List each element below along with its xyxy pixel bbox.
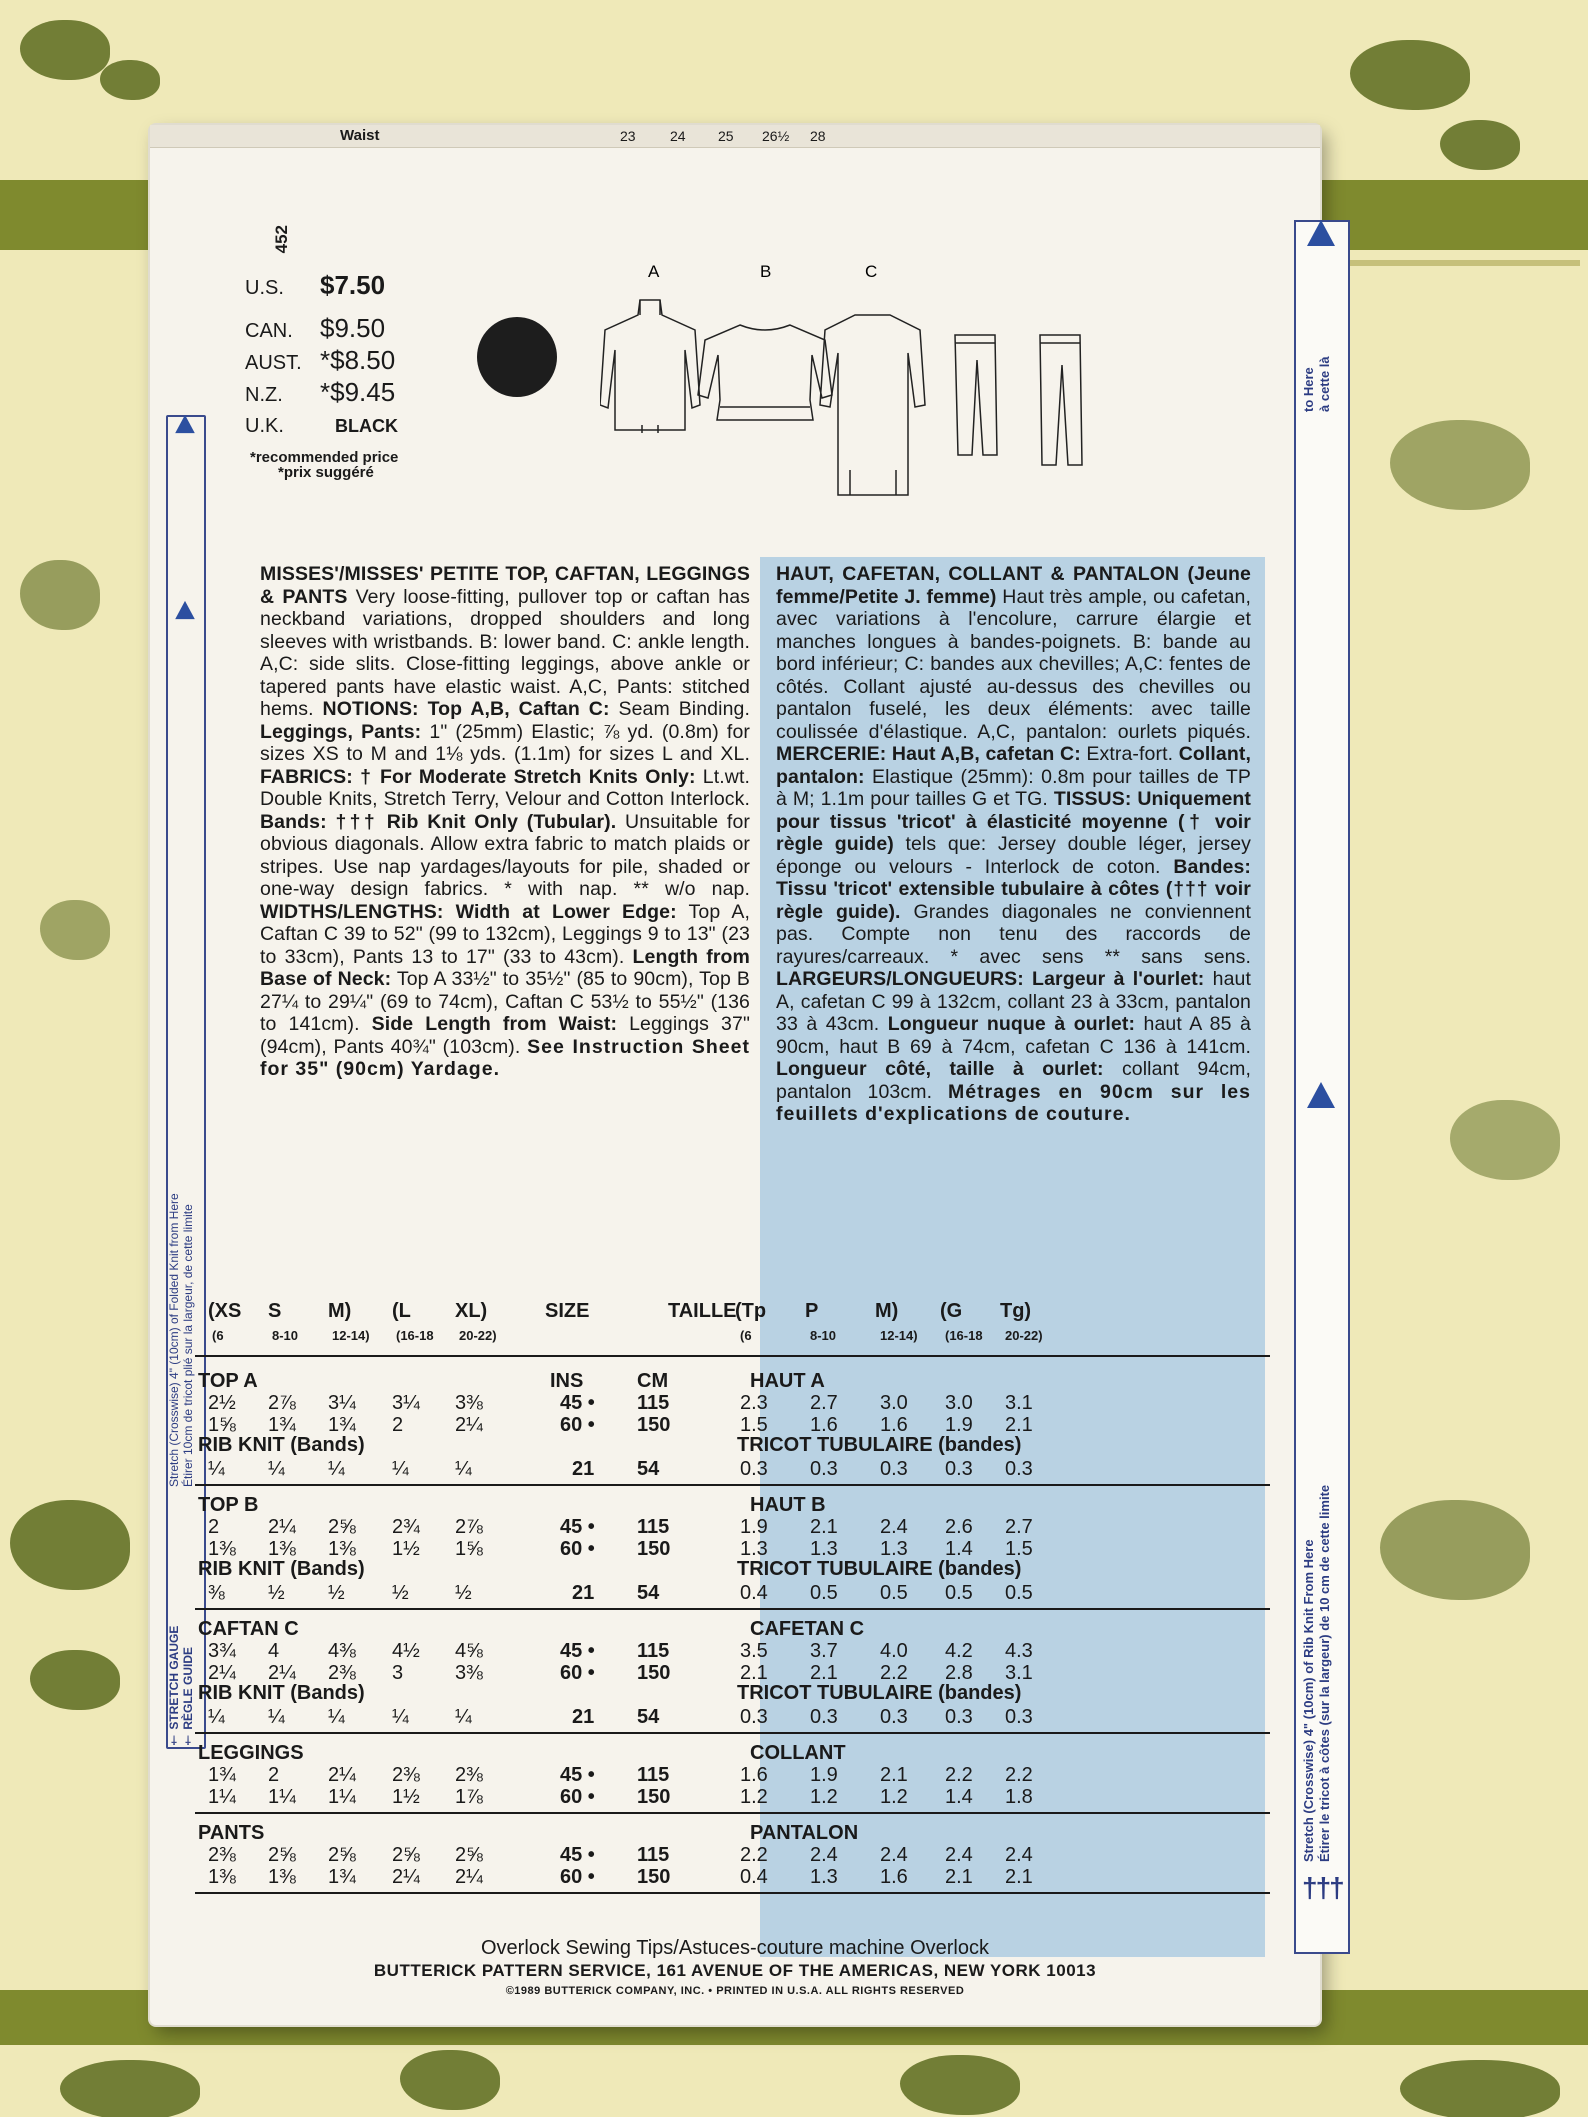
yardage-value-fr: 2.1	[945, 1866, 973, 1888]
fabric-width-ins: 60 •	[560, 1538, 595, 1560]
group-label-en: CAFTAN C	[198, 1618, 299, 1640]
yardage-value-en: 1¾	[328, 1414, 356, 1436]
yardage-value-fr: 1.6	[740, 1764, 768, 1786]
yardage-value-en: 1¼	[268, 1786, 296, 1808]
fabric-width-ins: 60 •	[560, 1414, 595, 1436]
yardage-value-fr: 2.1	[810, 1516, 838, 1538]
size-label: SIZE	[545, 1300, 590, 1322]
price-aust: AUST. *$8.50	[245, 345, 396, 375]
group-label-en: TOP B	[198, 1494, 259, 1516]
rib-width-ins: 21	[572, 1582, 595, 1604]
yardage-value-en: 3¼	[392, 1392, 420, 1414]
price-can: CAN. $9.50	[245, 313, 386, 343]
arrow-up-icon	[175, 601, 195, 619]
yardage-value-fr: 2.2	[945, 1764, 973, 1786]
rib-yardage-fr: 0.3	[880, 1458, 908, 1480]
cm-label: CM	[637, 1370, 669, 1392]
table-rule	[195, 1812, 1270, 1814]
rib-yardage-fr: 0.3	[1005, 1706, 1033, 1728]
yardage-value-en: 2	[392, 1414, 404, 1436]
yardage-value-fr: 3.5	[740, 1640, 768, 1662]
yardage-value-en: 2⅜	[328, 1662, 356, 1684]
fabric-width-cm: 150	[637, 1786, 671, 1808]
size-header-fr: (G	[940, 1300, 963, 1322]
table-rule	[195, 1355, 1270, 1357]
yardage-value-fr: 1.6	[810, 1414, 838, 1436]
rib-yardage-fr: 0.3	[880, 1706, 908, 1728]
fabric-width-cm: 115	[637, 1640, 670, 1662]
fabric-width-ins: 60 •	[560, 1662, 595, 1684]
view-letter-b: B	[760, 262, 772, 281]
view-letter-c: C	[865, 262, 878, 281]
yardage-value-en: 1⅜	[328, 1538, 356, 1560]
fabric-width-ins: 45 •	[560, 1844, 595, 1866]
fabric-width-ins: 60 •	[560, 1866, 595, 1888]
yardage-value-en: 1½	[392, 1786, 420, 1808]
price-nz: N.Z. *$9.45	[245, 377, 396, 407]
yardage-value-fr: 2.7	[1005, 1516, 1033, 1538]
yardage-value-fr: 4.0	[880, 1640, 908, 1662]
table-rule	[195, 1484, 1270, 1486]
yardage-value-en: 2⅝	[392, 1844, 420, 1866]
yardage-value-fr: 1.9	[740, 1516, 768, 1538]
size-range-en: (16-18	[396, 1328, 434, 1343]
fabric-width-cm: 150	[637, 1866, 671, 1888]
yardage-value-fr: 3.1	[1005, 1662, 1033, 1684]
yardage-value-fr: 1.9	[945, 1414, 973, 1436]
yardage-value-fr: 2.1	[1005, 1414, 1033, 1436]
rib-yardage-en: ¼	[392, 1706, 409, 1728]
yardage-value-en: 1⅝	[455, 1538, 483, 1560]
yardage-value-fr: 4.2	[945, 1640, 973, 1662]
yardage-value-en: 3⅜	[455, 1392, 483, 1414]
yardage-value-fr: 3.1	[1005, 1392, 1033, 1414]
rib-yardage-en: ½	[268, 1582, 285, 1604]
french-description: HAUT, CAFETAN, COLLANT & PANTALON (Jeune femme/Petite J. femme) Haut très ample, ou cafetan, avec variations à l'encolure, carrure élargie et manches longues à bandes-poignets. B: bande au bord inférieur; C: bandes aux chevilles; A,C: fentes de côtés. Collant ajusté au-dessus des chevilles ou pantalon fuselé, les deux éléments: avec taille coulissée d'élastique. A,C, pantalon: ourlets piqués. MERCERIE: Haut A,B, cafetan C: Extra-fort. Collant, pantalon: Elastique (25mm): 0.8m pour tailles de TP à M; 1.1m pour tailles G et TG. TISSUS: Uniquement pour tissus 'tricot' à élasticité moyenne († voir règle guide) tels que: Jersey double léger, jersey éponge ou velours - Interlock de coton. Bandes: Tissu 'tricot' extensible tubulaire à côtes (††† voir règle guide). Grandes diagonales ne conviennent pas. Compte non tenu des raccords de rayures/carreaux. * avec sens ** sans sens. LARGEURS/LONGUEURS: Largeur à l'ourlet: haut A, cafetan C 99 à 132cm, collant 23 à 33cm, pantalon 33 à 43cm. Longueur nuque à ourlet: haut A 85 à 90cm, haut B 69 à 74cm, cafetan C 136 à 141cm. Longueur côté, taille à ourlet: collant 94cm, pantalon 103cm. Métrages en 90cm sur les feuillets d'explications de couture.	[776, 563, 1251, 1125]
price-us: U.S. $7.50	[245, 270, 386, 300]
yardage-value-en: 1¾	[208, 1764, 236, 1786]
group-label-en: PANTS	[198, 1822, 265, 1844]
yardage-value-en: 1¼	[208, 1786, 236, 1808]
yardage-value-en: 1⅜	[208, 1866, 236, 1888]
size-range-fr: 8-10	[810, 1328, 837, 1343]
yardage-value-fr: 1.3	[740, 1538, 768, 1560]
yardage-value-fr: 2.8	[945, 1662, 973, 1684]
yardage-value-fr: 1.3	[810, 1538, 838, 1560]
yardage-value-en: 1⅞	[455, 1786, 483, 1808]
rib-knit-label-fr: TRICOT TUBULAIRE (bandes)	[737, 1434, 1022, 1456]
yardage-value-fr: 2.3	[740, 1392, 768, 1414]
yardage-value-fr: 2.4	[880, 1516, 908, 1538]
yardage-value-fr: 2.1	[740, 1662, 768, 1684]
rib-yardage-en: ¼	[328, 1458, 345, 1480]
rib-yardage-en: ¼	[268, 1458, 285, 1480]
table-rule	[195, 1732, 1270, 1734]
ins-label: INS	[550, 1370, 584, 1392]
yardage-value-en: 2¼	[455, 1866, 483, 1888]
yardage-value-fr: 1.9	[810, 1764, 838, 1786]
yardage-value-en: 2¾	[392, 1516, 420, 1538]
rib-yardage-en: ½	[392, 1582, 409, 1604]
rib-yardage-en: ¼	[208, 1706, 225, 1728]
rib-knit-label: RIB KNIT (Bands)	[198, 1682, 365, 1704]
yardage-value-fr: 2.1	[1005, 1866, 1033, 1888]
yardage-value-en: 2⅝	[455, 1844, 483, 1866]
size-header-en: M)	[328, 1300, 352, 1322]
yardage-value-fr: 2.4	[1005, 1844, 1033, 1866]
size-header-en: S	[268, 1300, 282, 1322]
fabric-width-cm: 150	[637, 1538, 671, 1560]
rib-yardage-fr: 0.3	[810, 1458, 838, 1480]
yardage-value-fr: 2.2	[880, 1662, 908, 1684]
fabric-width-cm: 115	[637, 1516, 670, 1538]
yardage-value-en: 2⅞	[455, 1516, 483, 1538]
yardage-value-en: 2⅜	[455, 1764, 483, 1786]
yardage-value-fr: 1.6	[880, 1414, 908, 1436]
fabric-width-ins: 45 •	[560, 1764, 595, 1786]
rib-yardage-en: ⅜	[208, 1582, 225, 1604]
triple-dagger-mark: †††	[1302, 1872, 1343, 1903]
size-header-en: XL)	[455, 1300, 488, 1322]
rib-knit-label: RIB KNIT (Bands)	[198, 1558, 365, 1580]
yardage-value-en: 4⅜	[328, 1640, 356, 1662]
yardage-value-fr: 1.4	[945, 1786, 973, 1808]
size-range-fr: 12-14)	[880, 1328, 918, 1343]
size-header-fr: Tg)	[1000, 1300, 1032, 1322]
yardage-value-en: 3	[392, 1662, 404, 1684]
fabric-stripe	[1330, 260, 1580, 266]
english-heading: MISSES'/MISSES' PETITE TOP, CAFTAN, LEGGINGS & PANTS	[260, 563, 750, 608]
yardage-value-en: 1⅜	[208, 1538, 236, 1560]
waist-label: Waist	[340, 127, 380, 144]
stretch-gauge-left: † STRETCH GAUGE † RÈGLE GUIDE Stretch (Crosswise) 4" (10cm) of Folded Knit from Here Étirer 10cm de tricot plié sur la largeur, de cette limite	[166, 415, 206, 1749]
yardage-value-en: 1¼	[328, 1786, 356, 1808]
size-range-en: 20-22)	[459, 1328, 497, 1343]
group-label-fr: COLLANT	[750, 1742, 846, 1764]
fabric-width-cm: 115	[637, 1392, 670, 1414]
english-description: MISSES'/MISSES' PETITE TOP, CAFTAN, LEGGINGS & PANTS Very loose-fitting, pullover top or caftan has neckband variations, dropped shoulders and long sleeves with wristbands. B: lower band. C: ankle length. A,C: side slits. Close-fitting leggings, above ankle or tapered pants have elastic waist. A,C, Pants: stitched hems. NOTIONS: Top A,B, Caftan C: Seam Binding. Leggings, Pants: 1" (25mm) Elastic; ⅞ yd. (0.8m) for sizes XS to M and 1⅛ yds. (1.1m) for sizes L and XL. FABRICS: † For Moderate Stretch Knits Only: Lt.wt. Double Knits, Stretch Terry, Velour and Cotton Interlock. Bands: ††† Rib Knit Only (Tubular). Unsuitable for obvious diagonals. Allow extra fabric to match plaids or stripes. Use nap yardages/layouts for pile, shaded or one-way design fabrics. * with nap. ** w/o nap. WIDTHS/LENGTHS: Width at Lower Edge: Top A, Caftan C 39 to 52" (99 to 132cm), Leggings 9 to 13" (23 to 33cm), Pants 13 to 17" (33 to 43cm). Length from Base of Neck: Top A 33½" to 35½" (85 to 90cm), Top B 27¼ to 29¼" (69 to 74cm), Caftan C 53½ to 55½" (136 to 141cm). Side Length from Waist: Leggings 37" (94cm), Pants 40¾" (103cm). See Instruction Sheet for 35" (90cm) Yardage.	[260, 563, 750, 1080]
yardage-value-en: 3¼	[328, 1392, 356, 1414]
suggested-price-note: *prix suggéré	[278, 464, 374, 481]
yardage-value-en: 2¼	[328, 1764, 356, 1786]
fabric-width-cm: 150	[637, 1414, 671, 1436]
yardage-value-fr: 1.2	[880, 1786, 908, 1808]
yardage-value-en: 2½	[208, 1392, 236, 1414]
size-header-fr: P	[805, 1300, 819, 1322]
rib-yardage-fr: 0.3	[740, 1458, 768, 1480]
size-range-fr: (6	[740, 1328, 752, 1343]
yardage-value-en: 1¾	[328, 1866, 356, 1888]
recommended-price-note: *recommended price	[250, 449, 399, 466]
yardage-value-fr: 2.6	[945, 1516, 973, 1538]
rib-yardage-fr: 0.3	[945, 1458, 973, 1480]
rib-width-ins: 21	[572, 1706, 595, 1728]
size-header-en: (XS	[208, 1300, 242, 1322]
size-header-en: (L	[392, 1300, 411, 1322]
arrow-up-icon	[1307, 220, 1335, 246]
rib-yardage-en: ¼	[455, 1706, 472, 1728]
taille-label: TAILLE	[668, 1300, 737, 1322]
rib-yardage-fr: 0.4	[740, 1582, 768, 1604]
yardage-value-fr: 1.2	[810, 1786, 838, 1808]
arrow-up-icon	[175, 415, 195, 433]
yardage-value-en: 2⅝	[268, 1844, 296, 1866]
yardage-value-en: 1⅝	[208, 1414, 236, 1436]
table-rule	[195, 1608, 1270, 1610]
yardage-value-fr: 1.6	[880, 1866, 908, 1888]
yardage-value-en: 2¼	[455, 1414, 483, 1436]
size-range-en: 8-10	[272, 1328, 299, 1343]
rib-yardage-en: ¼	[328, 1706, 345, 1728]
overlock-tips-line: Overlock Sewing Tips/Astuces-couture machine Overlock	[481, 1937, 989, 1959]
rib-width-cm: 54	[637, 1582, 660, 1604]
rib-yardage-fr: 0.3	[740, 1706, 768, 1728]
pattern-envelope-back	[150, 125, 1343, 2025]
yardage-table	[150, 1300, 1270, 1900]
yardage-value-fr: 1.8	[1005, 1786, 1033, 1808]
yardage-value-fr: 4.3	[1005, 1640, 1033, 1662]
fabric-width-ins: 45 •	[560, 1516, 595, 1538]
yardage-value-fr: 2.1	[880, 1764, 908, 1786]
rib-knit-label-fr: TRICOT TUBULAIRE (bandes)	[737, 1682, 1022, 1704]
rib-yardage-fr: 0.5	[880, 1582, 908, 1604]
rib-yardage-en: ¼	[268, 1706, 285, 1728]
group-label-en: LEGGINGS	[198, 1742, 304, 1764]
yardage-value-fr: 2.2	[1005, 1764, 1033, 1786]
group-label-fr: PANTALON	[750, 1822, 859, 1844]
yardage-value-en: 2¼	[268, 1662, 296, 1684]
size-range-en: (6	[212, 1328, 224, 1343]
rib-knit-label: RIB KNIT (Bands)	[198, 1434, 365, 1456]
copyright-line: ©1989 BUTTERICK COMPANY, INC. • PRINTED IN U.S.A. ALL RIGHTS RESERVED	[505, 1985, 965, 1997]
group-label-en: TOP A	[198, 1370, 258, 1392]
yardage-value-fr: 1.3	[880, 1538, 908, 1560]
publisher-address: BUTTERICK PATTERN SERVICE, 161 AVENUE OF THE AMERICAS, NEW YORK 10013	[373, 1961, 1097, 1980]
yardage-value-fr: 1.4	[945, 1538, 973, 1560]
yardage-value-en: 3¾	[208, 1640, 236, 1662]
yardage-value-fr: 1.3	[810, 1866, 838, 1888]
garment-sketches	[600, 255, 1150, 505]
rib-yardage-en: ½	[455, 1582, 472, 1604]
group-label-fr: HAUT B	[750, 1494, 826, 1516]
rib-yardage-fr: 0.5	[1005, 1582, 1033, 1604]
yardage-value-en: 4	[268, 1640, 280, 1662]
size-header-fr: M)	[875, 1300, 899, 1322]
view-letter-a: A	[648, 262, 660, 281]
black-dot-marker	[477, 317, 557, 397]
group-label-fr: CAFETAN C	[750, 1618, 865, 1640]
rib-width-cm: 54	[637, 1706, 660, 1728]
yardage-value-en: 2¼	[392, 1866, 420, 1888]
yardage-value-en: 2⅝	[328, 1516, 356, 1538]
yardage-value-en: 2	[208, 1516, 220, 1538]
yardage-value-fr: 2.2	[740, 1844, 768, 1866]
yardage-value-fr: 2.4	[945, 1844, 973, 1866]
yardage-value-en: 4½	[392, 1640, 420, 1662]
yardage-value-en: 1⅜	[268, 1866, 296, 1888]
stretch-gauge-right: to Here à cette là Stretch (Crosswise) 4" (10cm) of Rib Knit From Here Étirer le tricot à côtes (sur la largeur) de 10 cm de cette limite †††	[1294, 220, 1350, 1954]
yardage-value-en: 1½	[392, 1538, 420, 1560]
yardage-value-fr: 1.2	[740, 1786, 768, 1808]
pattern-number: 452	[272, 225, 291, 254]
yardage-value-en: 4⅝	[455, 1640, 483, 1662]
rib-yardage-en: ½	[328, 1582, 345, 1604]
rib-yardage-en: ¼	[455, 1458, 472, 1480]
rib-width-cm: 54	[637, 1458, 660, 1480]
fabric-width-cm: 115	[637, 1844, 670, 1866]
rib-yardage-en: ¼	[392, 1458, 409, 1480]
yardage-value-en: 2⅜	[208, 1844, 236, 1866]
table-rule	[195, 1892, 1270, 1894]
rib-yardage-fr: 0.3	[810, 1706, 838, 1728]
yardage-value-en: 2	[268, 1764, 280, 1786]
price-uk: U.K. BLACK	[245, 415, 398, 437]
yardage-value-fr: 1.5	[740, 1414, 768, 1436]
rib-yardage-fr: 0.3	[945, 1706, 973, 1728]
rib-width-ins: 21	[572, 1458, 595, 1480]
fabric-width-cm: 115	[637, 1764, 670, 1786]
yardage-value-en: 2⅜	[392, 1764, 420, 1786]
yardage-value-fr: 3.0	[945, 1392, 973, 1414]
fabric-width-ins: 45 •	[560, 1640, 595, 1662]
french-heading: HAUT, CAFETAN, COLLANT & PANTALON	[776, 563, 1180, 585]
size-range-fr: (16-18	[945, 1328, 983, 1343]
size-range-en: 12-14)	[332, 1328, 370, 1343]
yardage-value-fr: 2.4	[810, 1844, 838, 1866]
group-label-fr: HAUT A	[750, 1370, 825, 1392]
yardage-value-fr: 1.5	[1005, 1538, 1033, 1560]
yardage-value-fr: 3.7	[810, 1640, 838, 1662]
yardage-value-en: 2⅝	[328, 1844, 356, 1866]
yardage-value-en: 3⅜	[455, 1662, 483, 1684]
fabric-width-ins: 60 •	[560, 1786, 595, 1808]
rib-yardage-fr: 0.5	[945, 1582, 973, 1604]
yardage-value-en: 1⅜	[268, 1538, 296, 1560]
yardage-value-en: 2⅞	[268, 1392, 296, 1414]
fabric-width-cm: 150	[637, 1662, 671, 1684]
size-range-fr: 20-22)	[1005, 1328, 1043, 1343]
rib-yardage-fr: 0.5	[810, 1582, 838, 1604]
size-header-fr: (Tp	[735, 1300, 767, 1322]
arrow-up-icon	[1307, 1082, 1335, 1108]
yardage-value-fr: 0.4	[740, 1866, 768, 1888]
yardage-value-fr: 2.7	[810, 1392, 838, 1414]
yardage-value-fr: 2.1	[810, 1662, 838, 1684]
rib-knit-label-fr: TRICOT TUBULAIRE (bandes)	[737, 1558, 1022, 1580]
rib-yardage-en: ¼	[208, 1458, 225, 1480]
envelope-top-edge: Waist 23 24 25 26½ 28	[150, 125, 1320, 148]
fabric-width-ins: 45 •	[560, 1392, 595, 1414]
yardage-value-en: 2¼	[208, 1662, 236, 1684]
yardage-value-en: 2¼	[268, 1516, 296, 1538]
yardage-value-en: 1¾	[268, 1414, 296, 1436]
yardage-value-fr: 2.4	[880, 1844, 908, 1866]
rib-yardage-fr: 0.3	[1005, 1458, 1033, 1480]
yardage-value-fr: 3.0	[880, 1392, 908, 1414]
